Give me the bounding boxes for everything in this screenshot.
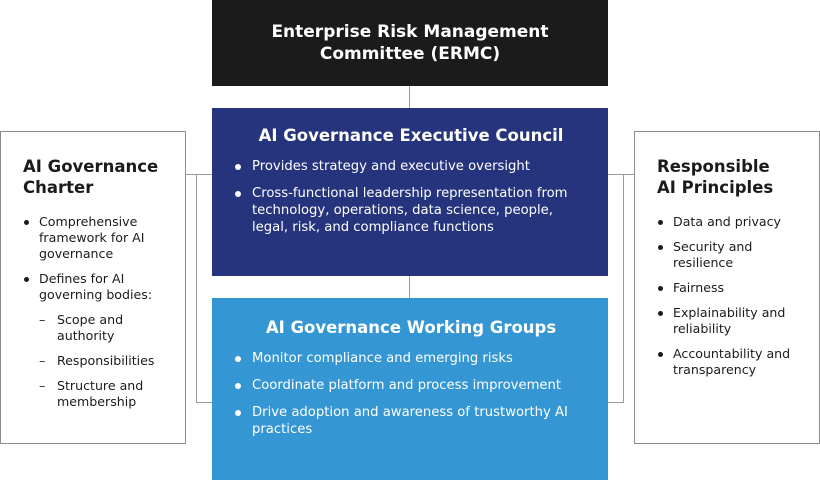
- list-item: Drive adoption and awareness of trustworthy AI practices: [234, 404, 588, 438]
- responsible-ai-principles-list: [657, 214, 809, 378]
- connector-right-top: [608, 174, 634, 175]
- working-groups-box: [212, 298, 608, 480]
- list-item: Coordinate platform and process improvement: [234, 377, 588, 394]
- list-item: Cross-functional leadership representation from technology, operations, data science, people, legal, risk, and compliance functions: [234, 185, 588, 236]
- connector-left-top: [186, 174, 212, 175]
- governance-charter-box: [0, 131, 186, 444]
- executive-council-box: [212, 108, 608, 276]
- responsible-ai-principles-title: [657, 156, 809, 198]
- sub-list-item: – Responsibilities: [39, 353, 171, 369]
- working-groups-title: AI Governance Working Groups: [265, 318, 557, 337]
- governance-charter-title: [23, 156, 171, 198]
- ermc-title-line2: Committee (ERMC): [319, 44, 501, 64]
- list-item: Accountability and transparency: [657, 346, 809, 378]
- working-groups-list: [234, 350, 588, 438]
- connector-left-vertical: [196, 174, 197, 402]
- sub-list-item: – Structure and membership: [39, 378, 171, 410]
- responsible-ai-principles-box: [634, 131, 820, 444]
- list-item: Comprehensive framework for AI governance: [23, 214, 171, 262]
- sub-list-item: – Scope and authority: [39, 312, 171, 344]
- governance-charter-sublist: [39, 312, 171, 410]
- governance-charter-list: [23, 214, 171, 410]
- ermc-box: [212, 0, 608, 86]
- ermc-title: [271, 21, 548, 65]
- list-item-label: Defines for AI governing bodies:: [39, 271, 153, 302]
- executive-council-title: AI Governance Executive Council: [258, 126, 564, 145]
- connector-right-vertical: [623, 174, 624, 402]
- list-item: Security and resilience: [657, 239, 809, 271]
- responsible-ai-principles-title-line2: AI Principles: [657, 178, 774, 197]
- list-item: Provides strategy and executive oversight: [234, 158, 588, 175]
- list-item: Explainability and reliability: [657, 305, 809, 337]
- list-item: Monitor compliance and emerging risks: [234, 350, 588, 367]
- connector-ermc-council: [409, 86, 410, 108]
- list-item: [23, 271, 171, 410]
- connector-council-working: [409, 276, 410, 298]
- list-item: Data and privacy: [657, 214, 809, 230]
- governance-charter-title-line1: AI Governance: [23, 157, 159, 176]
- connector-left-bottom: [196, 402, 212, 403]
- executive-council-list: [234, 158, 588, 236]
- responsible-ai-principles-title-line1: Responsible: [657, 157, 770, 176]
- connector-right-bottom: [608, 402, 624, 403]
- governance-charter-title-line2: Charter: [23, 178, 94, 197]
- ermc-title-line1: Enterprise Risk Management: [271, 22, 549, 42]
- list-item: Fairness: [657, 280, 809, 296]
